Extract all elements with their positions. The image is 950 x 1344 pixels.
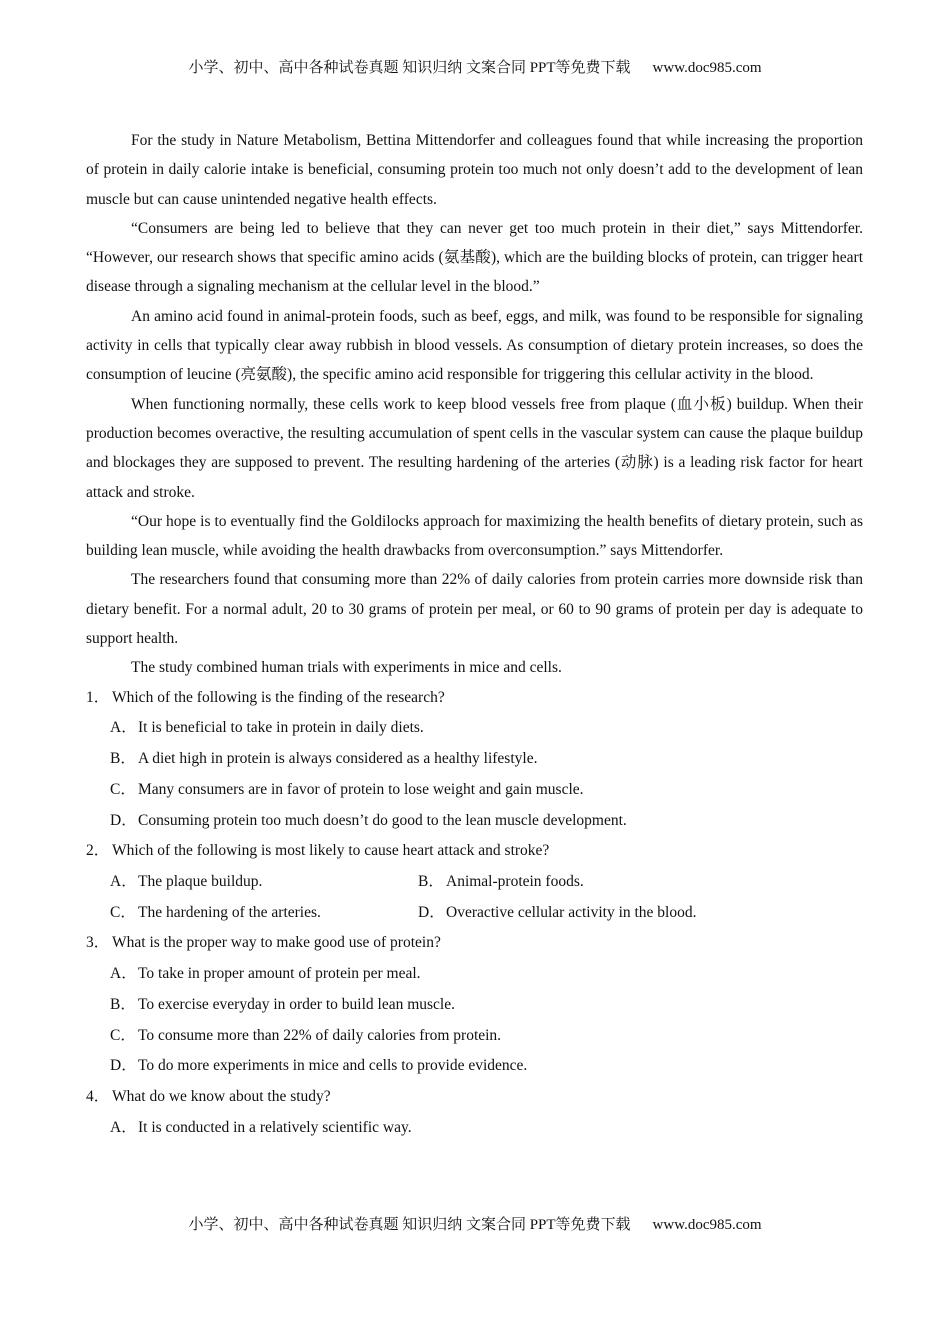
document-body [86,126,863,1143]
question-1 [86,683,863,714]
passage-paragraph: For the study in Nature Metabolism, Bettina Mittendorfer and colleagues found that while increasing the proportion of protein in daily calorie intake is beneficial, consuming protein too much not only doesn’t add to the development of lean muscle but can cause unintended negative health effects. [86,132,863,208]
option-label: A． [110,964,137,982]
question-number: 2． [86,842,110,860]
option [110,867,418,898]
option [110,1113,863,1144]
question-4 [86,1082,863,1113]
option-label: D． [418,903,445,921]
question-text: Which of the following is most likely to cause heart attack and stroke? [112,842,550,860]
option [110,1051,863,1082]
option-label: A． [110,1118,137,1136]
question-text: What do we know about the study? [112,1088,331,1106]
option [110,959,863,990]
question-2 [86,836,863,867]
option-text: To exercise everyday in order to build lean muscle. [138,995,455,1013]
footer-text: 小学、初中、高中各种试卷真题 知识归纳 文案合同 PPT等免费下载 [188,1217,631,1233]
option-text: Animal-protein foods. [446,872,584,890]
option [110,775,863,806]
option-row [110,898,863,929]
option-text: Overactive cellular activity in the blood. [446,903,697,921]
option-text: To consume more than 22% of daily calories from protein. [138,1026,502,1044]
option [418,898,697,929]
option-text: The plaque buildup. [138,872,263,890]
option [418,867,584,898]
option-label: D． [110,1057,137,1075]
option-label: B． [418,872,444,890]
passage-paragraph: “Our hope is to eventually find the Goldilocks approach for maximizing the health benefits of dietary protein, such as building lean muscle, while avoiding the health drawbacks from overconsumption.” says Mittendorfer. [86,512,863,560]
option [110,713,863,744]
question-3 [86,928,863,959]
footer-site: www.doc985.com [652,1217,762,1233]
question-text: Which of the following is the finding of the research? [112,688,445,706]
option-row [110,867,863,898]
option-label: A． [110,719,137,737]
question-number: 1． [86,688,110,706]
option-label: C． [110,903,136,921]
page-header [0,56,950,77]
option-label: A． [110,872,137,890]
option-label: B． [110,995,136,1013]
option-text: It is beneficial to take in protein in daily diets. [138,719,424,737]
option-label: B． [110,749,136,767]
option-text: Consuming protein too much doesn’t do good to the lean muscle development. [138,811,627,829]
option-label: C． [110,780,136,798]
option-text: To take in proper amount of protein per meal. [138,964,421,982]
question-number: 3． [86,934,110,952]
option [110,806,863,837]
option [110,990,863,1021]
passage-paragraph: The researchers found that consuming more than 22% of daily calories from protein carries more downside risk than dietary benefit. For a normal adult, 20 to 30 grams of protein per meal, or 60 to 90 grams of protein per day is adequate to support health. [86,571,863,648]
option [110,744,863,775]
question-number: 4． [86,1088,110,1106]
option [110,1021,863,1052]
page-footer [0,1213,950,1234]
passage-paragraph: When functioning normally, these cells work to keep blood vessels free from plaque (血小板) buildup. When their production becomes overactive, the resulting accumulation of spent cells in the vascular system can cause the plaque buildup and blockages they are supposed to prevent. The resulting hardening of the arteries (动脉) is a leading risk factor for heart attack and stroke. [86,395,863,501]
option-text: It is conducted in a relatively scientific way. [138,1118,412,1136]
header-text: 小学、初中、高中各种试卷真题 知识归纳 文案合同 PPT等免费下载 [188,60,631,76]
option-text: Many consumers are in favor of protein to lose weight and gain muscle. [138,780,584,798]
option-label: C． [110,1026,136,1044]
option-text: A diet high in protein is always considered as a healthy lifestyle. [138,749,538,767]
passage-paragraph: An amino acid found in animal-protein foods, such as beef, eggs, and milk, was found to be responsible for signaling activity in cells that typically clear away rubbish in blood vessels. As consumption of dietary protein increases, so does the consumption of leucine (亮氨酸), the specific amino acid responsible for triggering this cellular activity in the blood. [86,307,863,384]
passage-paragraph: The study combined human trials with experiments in mice and cells. [131,659,562,677]
passage-paragraph: “Consumers are being led to believe that they can never get too much protein in their diet,” says Mittendorfer. “However, our research shows that specific amino acids (氨基酸), which are the building blocks of protein, can trigger heart disease through a signaling mechanism at the cellular level in the blood.” [86,219,863,296]
option [110,898,418,929]
option-label: D． [110,811,137,829]
header-site: www.doc985.com [652,60,762,76]
option-text: To do more experiments in mice and cells to provide evidence. [138,1057,528,1075]
question-text: What is the proper way to make good use of protein? [112,934,441,952]
option-text: The hardening of the arteries. [138,903,321,921]
